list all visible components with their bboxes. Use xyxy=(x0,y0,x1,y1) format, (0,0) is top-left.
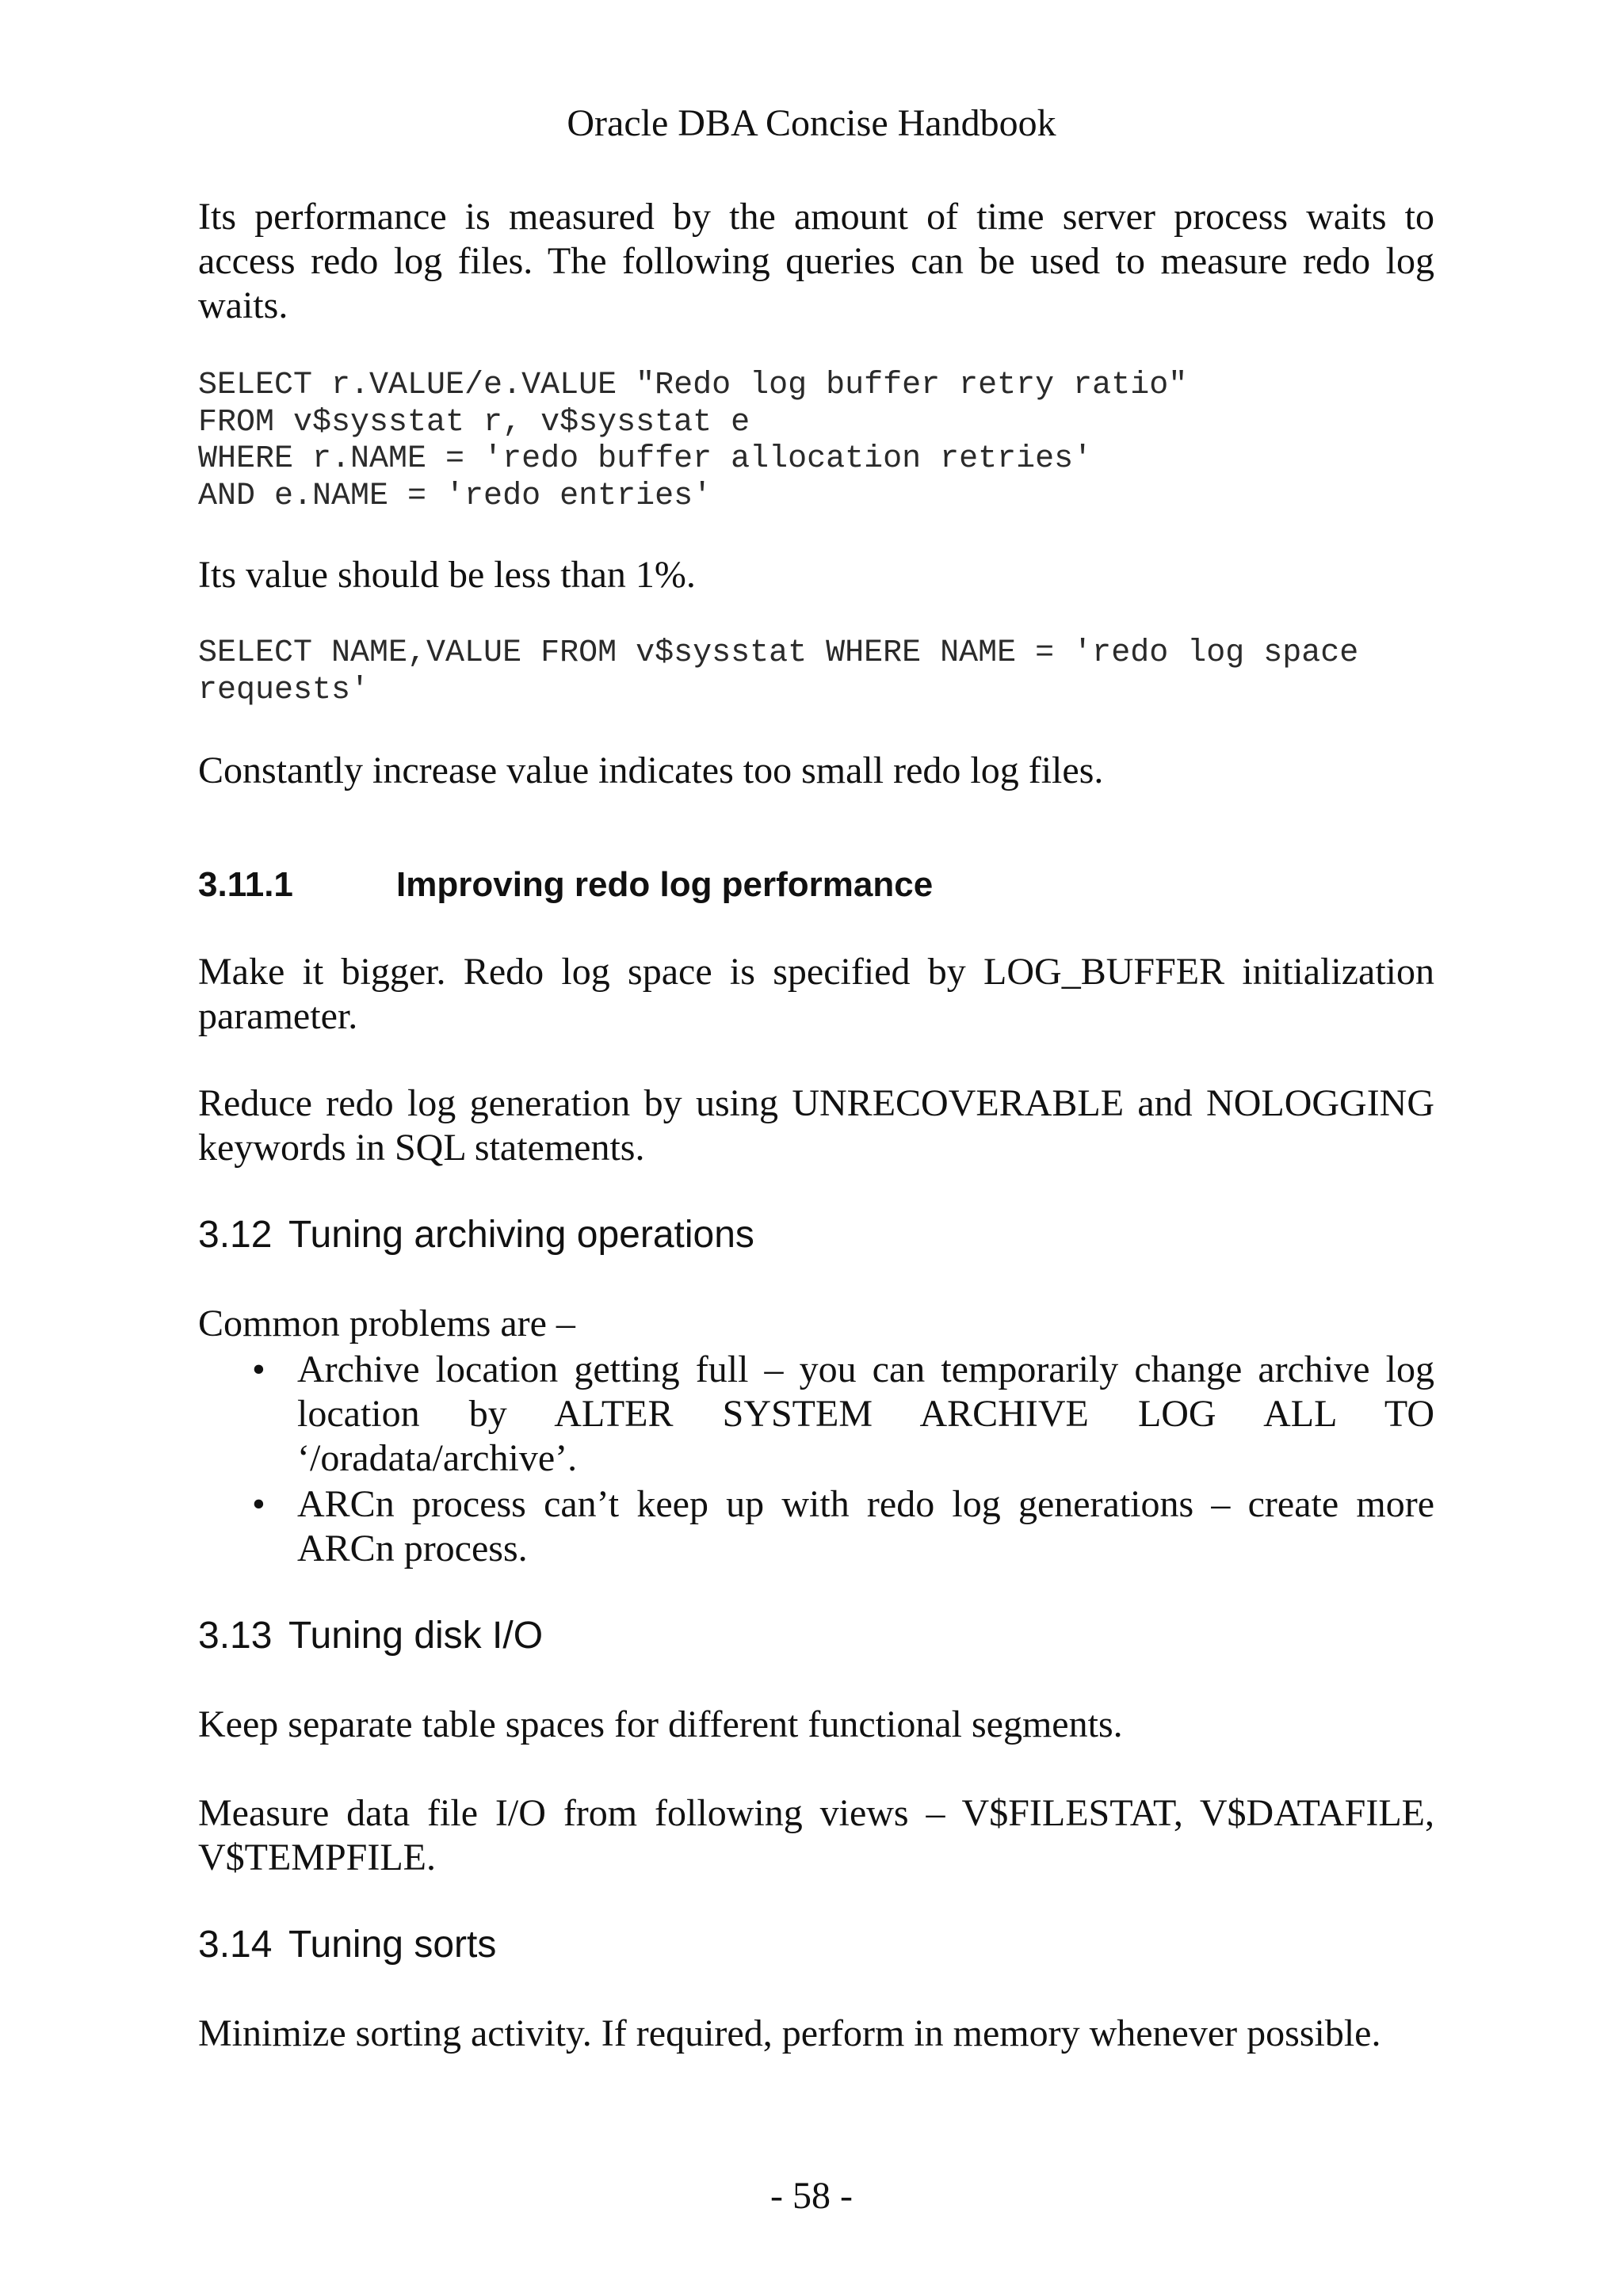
bullet-icon: • xyxy=(252,1348,265,1390)
increase-note: Constantly increase value indicates too small redo log files. xyxy=(198,749,1104,791)
section-title: Tuning sorts xyxy=(288,1924,497,1966)
paragraph-minimize-sorting: Minimize sorting activity. If required, perform in memory whenever possible. xyxy=(198,2012,1381,2054)
section-title: Improving redo log performance xyxy=(396,865,934,904)
section-heading-3-13 xyxy=(198,1614,1434,1658)
page-content xyxy=(198,195,1434,2056)
section-heading-3-12 xyxy=(198,1213,1434,1257)
code-line: FROM v$sysstat r, v$sysstat e xyxy=(198,404,750,441)
page-number: - 58 - xyxy=(770,2175,853,2217)
paragraph-make-bigger: Make it bigger. Redo log space is specified by LOG_BUFFER initialization parameter. xyxy=(198,951,1434,1037)
code-block-space-requests xyxy=(198,635,1434,709)
section-title: Tuning archiving operations xyxy=(288,1214,754,1256)
bullet-icon: • xyxy=(252,1483,265,1525)
problems-list xyxy=(198,1348,1434,1571)
paragraph-table-spaces: Keep separate table spaces for different functional segments. xyxy=(198,1703,1123,1745)
list-item-text: ARCn process can’t keep up with redo log generations – create more ARCn process. xyxy=(297,1483,1434,1569)
running-header: Oracle DBA Concise Handbook xyxy=(567,102,1056,144)
list-item xyxy=(198,1482,1434,1571)
intro-paragraph: Its performance is measured by the amount of time server process waits to access redo log files. The following queries can be used to measure redo log waits. xyxy=(198,196,1434,326)
code-line: SELECT r.VALUE/e.VALUE "Redo log buffer retry ratio" xyxy=(198,368,1188,403)
paragraph-reduce-redo: Reduce redo log generation by using UNRECOVERABLE and NOLOGGING keywords in SQL statements. xyxy=(198,1082,1434,1169)
section-number: 3.11.1 xyxy=(198,865,293,904)
section-heading-3-11-1 xyxy=(198,863,1434,907)
section-heading-3-14 xyxy=(198,1923,1434,1967)
paragraph-measure-io: Measure data file I/O from following views – V$FILESTAT, V$DATAFILE, V$TEMPFILE. xyxy=(198,1792,1434,1878)
section-title: Tuning disk I/O xyxy=(288,1615,544,1657)
code-line: WHERE r.NAME = 'redo buffer allocation retries' xyxy=(198,441,1093,477)
common-problems-intro: Common problems are – xyxy=(198,1302,575,1344)
code-line: AND e.NAME = 'redo entries' xyxy=(198,478,712,514)
section-number: 3.14 xyxy=(198,1924,273,1966)
section-number: 3.12 xyxy=(198,1214,273,1256)
code-line: requests' xyxy=(198,672,370,708)
section-number: 3.13 xyxy=(198,1615,273,1657)
code-line: SELECT NAME,VALUE FROM v$sysstat WHERE NAME = 'redo log space xyxy=(198,635,1359,671)
value-note: Its value should be less than 1%. xyxy=(198,554,696,596)
list-item xyxy=(198,1348,1434,1481)
list-item-text: Archive location getting full – you can temporarily change archive log location by ALTER SYSTEM ARCHIVE LOG ALL TO ‘/oradata/archive’. xyxy=(297,1348,1434,1479)
code-block-retry-ratio xyxy=(198,368,1434,515)
